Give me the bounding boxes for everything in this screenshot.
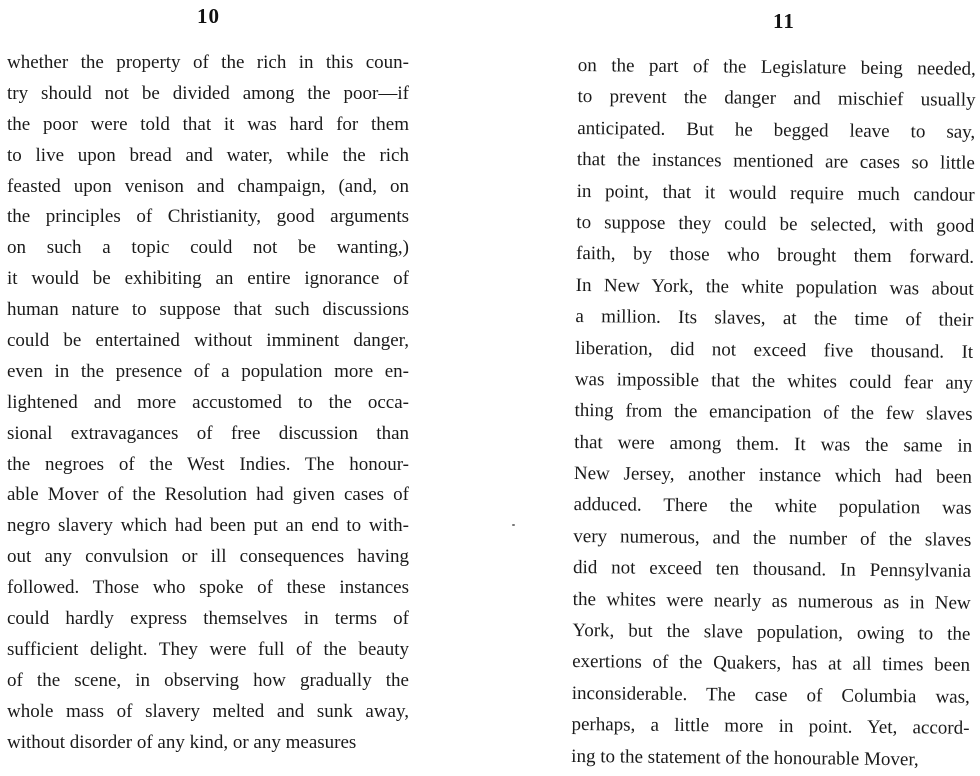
text-line: whether the property of the rich in this coun-	[7, 52, 409, 73]
text-line: the poor were told that it was hard for them	[7, 113, 409, 135]
page-number-left: 10	[197, 4, 220, 28]
text-line: in point, that it would require much candour	[576, 180, 975, 206]
text-line: a million. Its slaves, at the time of their	[575, 306, 974, 331]
text-line: faith, by those who brought them forward.	[575, 243, 975, 269]
text-line: negro slavery which had been put an end to with-	[7, 515, 409, 537]
text-line: did not exceed ten thousand. In Pennsylvania	[572, 557, 972, 583]
text-line: New Jersey, another instance which had been	[573, 463, 973, 488]
text-line: the whites were nearly as numerous as in New	[572, 588, 971, 614]
text-line: exertions of the Quakers, has at all times been	[572, 651, 971, 677]
print-speck	[512, 524, 515, 526]
text-line: able Mover of the Resolution had given cases of	[7, 484, 409, 506]
text-line: sufficient delight. They were full of the beauty	[7, 638, 409, 660]
text-line: could be entertained without imminent danger,	[7, 330, 409, 352]
page-number-right: 11	[773, 9, 795, 33]
text-line: was impossible that the whites could fear any	[574, 368, 973, 394]
text-line: it would be exhibiting an entire ignorance of	[7, 268, 409, 290]
text-line: adduced. There the white population was	[573, 494, 972, 520]
text-line: that were among them. It was the same in	[574, 431, 973, 457]
text-line: thing from the emancipation of the few slaves	[574, 400, 973, 426]
text-line: on the part of the Legislature being needed,	[577, 54, 976, 80]
left-page-text	[7, 48, 409, 758]
right-page	[490, 0, 980, 770]
text-line: lightened and more accustomed to the occa-	[7, 391, 409, 413]
text-line: sional extravagances of free discussion than	[7, 422, 409, 444]
text-line: anticipated. But he begged leave to say,	[577, 117, 976, 143]
text-line: to live upon bread and water, while the rich	[7, 144, 409, 166]
text-line: on such a topic could not be wanting,)	[7, 237, 409, 259]
text-line: ing to the statement of the honourable Mover,	[571, 745, 919, 770]
text-line: followed. Those who spoke of these instances	[7, 577, 409, 599]
text-line: inconsiderable. The case of Columbia was,	[571, 682, 970, 708]
text-line: out any convulsion or ill consequences having	[7, 546, 409, 568]
text-line: the principles of Christianity, good arguments	[7, 206, 409, 228]
left-page	[0, 0, 490, 762]
text-line: to suppose they could be selected, with good	[576, 211, 975, 237]
text-line: that the instances mentioned are cases so little	[576, 149, 976, 174]
text-line: liberation, did not exceed five thousand. It	[575, 337, 974, 363]
text-line: In New York, the white population was about	[575, 274, 974, 300]
right-page-text	[571, 50, 976, 776]
text-line: York, but the slave population, owing to the	[572, 620, 971, 645]
text-line: very numerous, and the number of the slaves	[573, 525, 972, 551]
text-line: feasted upon venison and champaign, (and, on	[7, 175, 409, 197]
text-line: to prevent the danger and mischief usually	[577, 86, 976, 112]
text-line: perhaps, a little more in point. Yet, accord-	[571, 714, 970, 739]
text-line: could hardly express themselves in terms of	[7, 608, 409, 630]
text-line: whole mass of slavery melted and sunk away,	[7, 700, 409, 722]
text-line: try should not be divided among the poor—if	[7, 82, 409, 104]
text-line: the negroes of the West Indies. The honour-	[7, 453, 409, 475]
text-line: even in the presence of a population more en-	[7, 360, 409, 382]
text-line: of the scene, in observing how gradually the	[7, 669, 409, 691]
text-line: human nature to suppose that such discussions	[7, 299, 409, 321]
text-line: without disorder of any kind, or any measures	[7, 731, 357, 753]
